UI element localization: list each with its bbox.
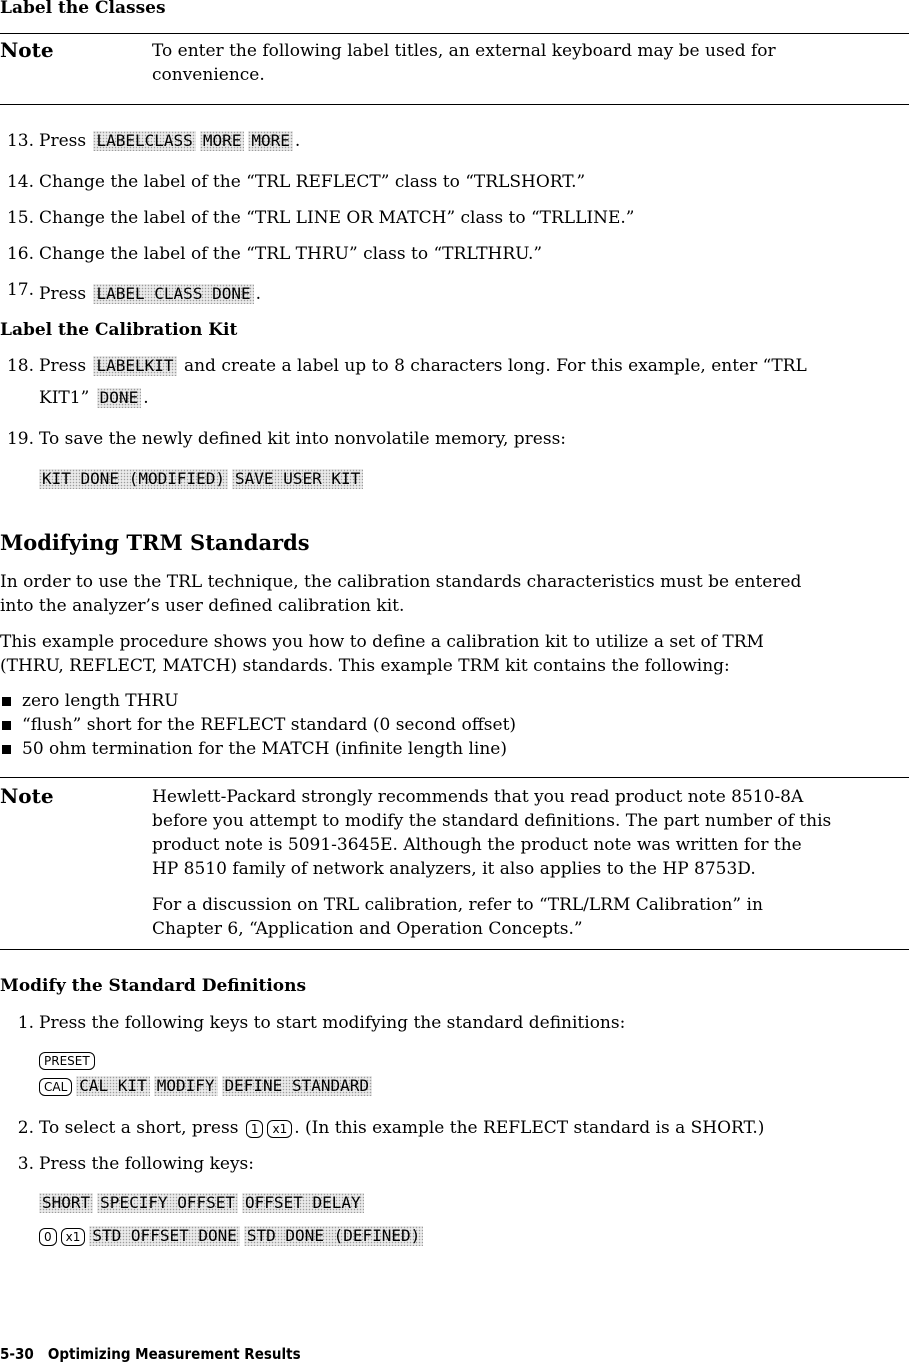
step-text: To save the newly defined kit into nonvolatile memory, press: (39, 429, 567, 449)
note-top-rule (0, 33, 909, 34)
softkey-std-done-defined[interactable]: STD DONE (DEFINED) (244, 1226, 423, 1246)
page-heading-trm: Modifying TRM Standards (0, 530, 310, 555)
note-text-line: before you attempt to modify the standard definitions. The part number of this (152, 811, 832, 831)
step-18 (39, 354, 807, 378)
bullet-marker (2, 745, 11, 754)
softkey-save-user-kit[interactable]: SAVE USER KIT (232, 469, 363, 489)
step-number: 2. (17, 1118, 34, 1138)
bullet-item: 50 ohm termination for the MATCH (infinite length line) (22, 739, 507, 759)
paragraph-line: In order to use the TRL technique, the calibration standards characteristics must be entered (0, 572, 802, 592)
step-number: 17. (6, 280, 34, 300)
note-text-line: Hewlett-Packard strongly recommends that you read product note 8510-8A (152, 787, 804, 807)
paragraph-line: (THRU, REFLECT, MATCH) standards. This example TRM kit contains the following: (0, 656, 730, 676)
hardkey-x1[interactable]: x1 (267, 1120, 292, 1138)
note-label: Note (0, 38, 54, 62)
step-number: 13. (6, 131, 34, 151)
hardkey-0[interactable]: 0 (39, 1228, 57, 1246)
step-text: Change the label of the “TRL THRU” class to “TRLTHRU.” (39, 244, 543, 264)
step-number: 18. (6, 356, 34, 376)
step-text: Change the label of the “TRL LINE OR MATCH” class to “TRLLINE.” (39, 208, 635, 228)
step-2 (39, 1116, 764, 1140)
note-text-line: For a discussion on TRL calibration, refer to “TRL/LRM Calibration” in (152, 895, 763, 915)
bullet-item: zero length THRU (22, 691, 179, 711)
step-text: Press (39, 131, 87, 151)
softkey-more[interactable]: MORE (200, 131, 245, 151)
softkey-std-offset-done[interactable]: STD OFFSET DONE (89, 1226, 240, 1246)
softkey-specify-offset[interactable]: SPECIFY OFFSET (97, 1193, 238, 1213)
step-text: and create a label up to 8 characters long. For this example, enter “TRL (183, 356, 807, 376)
page-footer: 5-30 Optimizing Measurement Results (0, 1345, 301, 1363)
key-sequence (37, 1048, 97, 1072)
step-text: KIT1” (39, 388, 90, 408)
note-label: Note (0, 784, 54, 808)
softkey-short[interactable]: SHORT (39, 1193, 93, 1213)
step-number: 3. (17, 1154, 34, 1174)
step-text: . (255, 284, 262, 304)
key-sequence (37, 1191, 366, 1215)
note-bottom-rule (0, 104, 909, 105)
step-number: 14. (6, 172, 34, 192)
key-sequence (37, 1224, 425, 1248)
softkey-more[interactable]: MORE (248, 131, 293, 151)
softkey-labelclass[interactable]: LABELCLASS (93, 131, 195, 151)
key-sequence (37, 1074, 374, 1098)
step-text: Press the following keys: (39, 1154, 254, 1174)
hardkey-x1[interactable]: x1 (61, 1228, 86, 1246)
step-number: 19. (6, 429, 34, 449)
softkey-modify[interactable]: MODIFY (154, 1076, 218, 1096)
hardkey-1[interactable]: 1 (246, 1120, 264, 1138)
note-top-rule (0, 777, 909, 778)
step-text: Change the label of the “TRL REFLECT” class to “TRLSHORT.” (39, 172, 586, 192)
bullet-marker (2, 721, 11, 730)
paragraph-line: This example procedure shows you how to define a calibration kit to utilize a set of TRM (0, 632, 764, 652)
note-text-line: product note is 5091-3645E. Although the product note was written for the (152, 835, 802, 855)
note-text-line: To enter the following label titles, an external keyboard may be used for (152, 41, 776, 61)
section-heading-label-kit: Label the Calibration Kit (0, 320, 238, 340)
step-text: Press (39, 284, 87, 304)
section-heading-label-classes: Label the Classes (0, 0, 166, 18)
step-number: 16. (6, 244, 34, 264)
softkey-kit-done-modified[interactable]: KIT DONE (MODIFIED) (39, 469, 228, 489)
step-text: . (143, 388, 149, 408)
step-number: 15. (6, 208, 34, 228)
note-text-line: HP 8510 family of network analyzers, it also applies to the HP 8753D. (152, 859, 756, 879)
hardkey-preset[interactable]: PRESET (39, 1052, 95, 1070)
softkey-done[interactable]: DONE (97, 388, 142, 408)
hardkey-cal[interactable]: CAL (39, 1078, 72, 1096)
softkey-define-standard[interactable]: DEFINE STANDARD (222, 1076, 373, 1096)
bullet-marker (2, 697, 11, 706)
softkey-offset-delay[interactable]: OFFSET DELAY (242, 1193, 364, 1213)
note-text-line: convenience. (152, 65, 265, 85)
softkey-cal-kit[interactable]: CAL KIT (76, 1076, 149, 1096)
softkey-label-class-done[interactable]: LABEL CLASS DONE (93, 284, 253, 304)
note-text-line: Chapter 6, “Application and Operation Concepts.” (152, 919, 583, 939)
note-bottom-rule (0, 949, 909, 950)
step-number: 1. (17, 1013, 34, 1033)
step-18-line2 (39, 386, 149, 410)
step-text: To select a short, press (39, 1118, 239, 1138)
step-text: Press (39, 356, 87, 376)
step-text: . (In this example the REFLECT standard is a SHORT.) (294, 1118, 765, 1138)
step-17 (39, 282, 261, 306)
step-13 (39, 129, 300, 153)
key-sequence (37, 467, 365, 491)
section-heading-modify: Modify the Standard Definitions (0, 976, 307, 996)
step-text: Press the following keys to start modifying the standard definitions: (39, 1013, 626, 1033)
step-text: . (294, 131, 301, 151)
bullet-item: “flush” short for the REFLECT standard (0 second offset) (22, 715, 517, 735)
softkey-labelkit[interactable]: LABELKIT (93, 356, 176, 376)
paragraph-line: into the analyzer’s user defined calibration kit. (0, 596, 405, 616)
